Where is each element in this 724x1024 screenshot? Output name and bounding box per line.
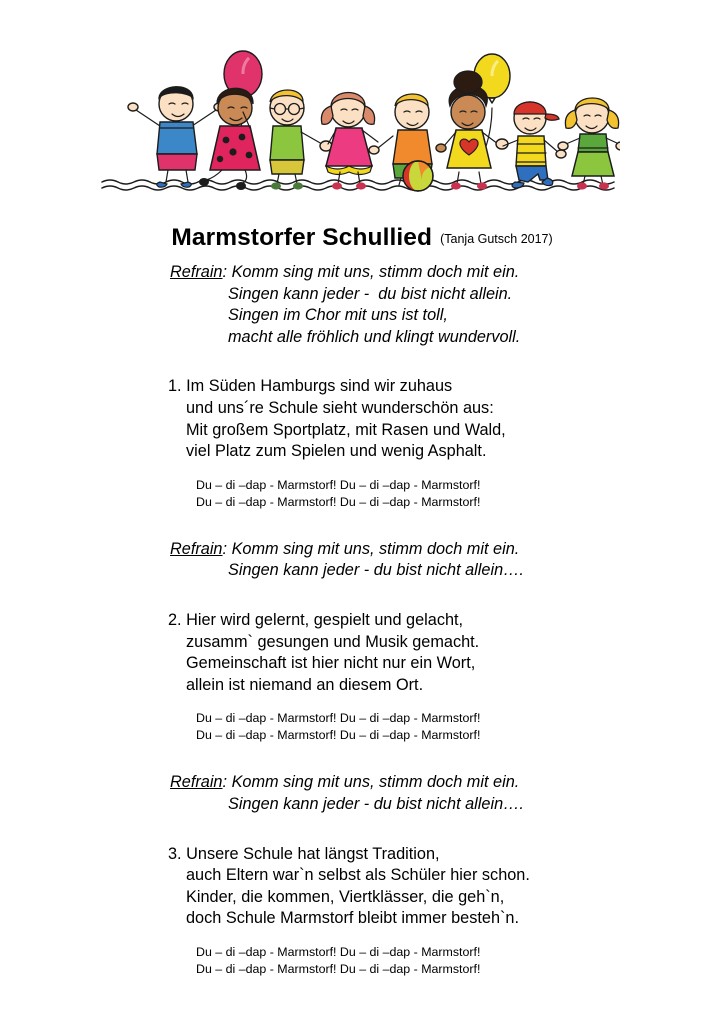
spacer bbox=[0, 511, 724, 539]
refrain-short-2-line-1 bbox=[0, 772, 724, 794]
spacer bbox=[0, 348, 724, 376]
verse-2-line-3: Gemeinschaft ist hier nicht nur ein Wort, bbox=[186, 654, 476, 673]
title-row bbox=[0, 224, 724, 252]
verse-1-line-3: Mit großem Sportplatz, mit Rasen und Wald, bbox=[186, 420, 506, 439]
children-illustration-svg bbox=[100, 36, 620, 204]
song-author: (Tanja Gutsch 2017) bbox=[440, 232, 553, 246]
children-illustration bbox=[100, 36, 620, 204]
verse-2-text-1: Hier wird gelernt, gespielt und gelacht, bbox=[186, 610, 464, 629]
child-8 bbox=[558, 98, 620, 190]
refrain-block-short-2 bbox=[0, 772, 724, 815]
verse-1 bbox=[0, 376, 724, 510]
child-4 bbox=[321, 93, 378, 190]
verse-3-number: 3. bbox=[168, 844, 182, 863]
chorus-chant-1 bbox=[0, 477, 724, 511]
beach-ball bbox=[403, 161, 433, 191]
verse-3 bbox=[0, 844, 724, 978]
verse-1-line-4: viel Platz zum Spielen und wenig Asphalt. bbox=[186, 442, 487, 461]
refrain-short-1-line-2: Singen kann jeder - du bist nicht allein…. bbox=[228, 561, 524, 580]
refrain-line-2: Singen kann jeder - du bist nicht allein. bbox=[228, 284, 513, 303]
refrain-short-2-line-2: Singen kann jeder - du bist nicht allein…. bbox=[228, 794, 524, 813]
verse-2-line-1 bbox=[0, 610, 724, 632]
refrain-short-2-text-1: Komm sing mit uns, stimm doch mit ein. bbox=[231, 773, 520, 792]
chorus-chant-2 bbox=[0, 710, 724, 744]
refrain-text-1: Komm sing mit uns, stimm doch mit ein. bbox=[231, 263, 520, 281]
verse-1-line-2: und uns´re Schule sieht wunderschön aus: bbox=[186, 398, 494, 417]
balloon-holding-hand bbox=[496, 139, 508, 149]
refrain-label: Refrain bbox=[170, 539, 223, 558]
verse-3-line-1 bbox=[0, 844, 724, 866]
refrain-label: Refrain bbox=[170, 773, 223, 792]
child-2 bbox=[199, 88, 260, 190]
refrain-block-short-1 bbox=[0, 539, 724, 582]
chorus-chant-2-line-2: Du – di –dap - Marmstorf! Du – di –dap - Marmstorf! bbox=[196, 728, 481, 743]
child-7 bbox=[503, 102, 566, 188]
lyrics-body bbox=[0, 262, 724, 978]
verse-3-line-2: auch Eltern war`n selbst als Schüler hier schon. bbox=[186, 866, 530, 885]
refrain-block-full bbox=[0, 262, 724, 348]
verse-1-line-1 bbox=[0, 376, 724, 398]
chorus-chant-3 bbox=[0, 944, 724, 978]
verse-3-line-4: doch Schule Marmstorf bleibt immer besteh`n. bbox=[186, 909, 519, 928]
child-1 bbox=[128, 87, 224, 187]
verse-2-number: 2. bbox=[168, 610, 182, 629]
refrain-label: Refrain bbox=[170, 263, 223, 281]
verse-3-text-1: Unsere Schule hat längst Tradition, bbox=[186, 844, 440, 863]
refrain-line-1 bbox=[0, 262, 724, 284]
chorus-chant-1-line-2: Du – di –dap - Marmstorf! Du – di –dap - Marmstorf! bbox=[196, 494, 481, 509]
spacer bbox=[0, 582, 724, 610]
refrain-colon: : bbox=[222, 539, 232, 558]
refrain-short-1-text-1: Komm sing mit uns, stimm doch mit ein. bbox=[231, 539, 520, 558]
spacer bbox=[0, 816, 724, 844]
chorus-chant-3-line-2: Du – di –dap - Marmstorf! Du – di –dap - Marmstorf! bbox=[196, 961, 481, 976]
child-3 bbox=[270, 90, 322, 190]
spacer bbox=[0, 744, 724, 772]
verse-1-number: 1. bbox=[168, 377, 182, 396]
refrain-short-1-line-1 bbox=[0, 539, 724, 561]
page-title: Marmstorfer Schullied bbox=[171, 224, 433, 251]
verse-2 bbox=[0, 610, 724, 744]
verse-2-line-2: zusamm` gesungen und Musik gemacht. bbox=[186, 632, 480, 651]
refrain-line-4: macht alle fröhlich und klingt wundervoll. bbox=[228, 327, 521, 346]
verse-3-line-3: Kinder, die kommen, Viertklässer, die geh`n, bbox=[186, 887, 505, 906]
chorus-chant-3-line-1: Du – di –dap - Marmstorf! Du – di –dap - Marmstorf! bbox=[196, 944, 481, 959]
refrain-line-3: Singen im Chor mit uns ist toll, bbox=[228, 306, 448, 325]
chorus-chant-1-line-1: Du – di –dap - Marmstorf! Du – di –dap - Marmstorf! bbox=[196, 477, 481, 492]
refrain-colon: : bbox=[222, 263, 232, 281]
chorus-chant-2-line-1: Du – di –dap - Marmstorf! Du – di –dap - Marmstorf! bbox=[196, 711, 481, 726]
verse-1-text-1: Im Süden Hamburgs sind wir zuhaus bbox=[186, 377, 453, 396]
verse-2-line-4: allein ist niemand an diesem Ort. bbox=[186, 675, 424, 694]
refrain-colon: : bbox=[222, 773, 232, 792]
